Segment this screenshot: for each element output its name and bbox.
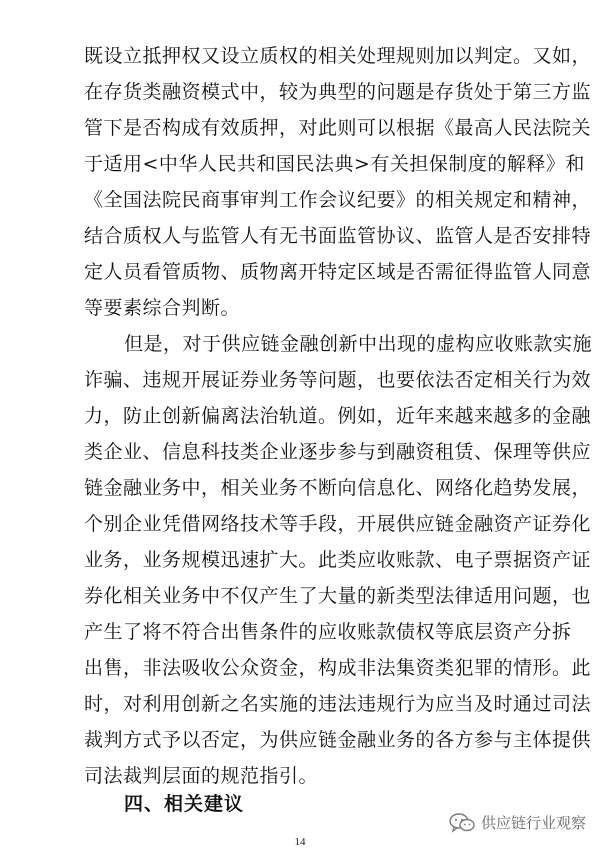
paragraph-line: 力，防止创新偏离法治轨道。例如，近年来越来越多的金融 <box>84 405 592 427</box>
paragraph-line: 在存货类融资模式中，较为典型的问题是存货处于第三方监 <box>84 81 592 103</box>
section-heading: 四、相关建议 <box>124 793 245 815</box>
paragraph-line: 券化相关业务中不仅产生了大量的新类型法律适用问题，也 <box>84 585 592 607</box>
paragraph-line: 定人员看管质物、质物离开特定区域是否需征得监管人同意 <box>84 261 592 283</box>
paragraph-first-line: 但是，对于供应链金融创新中出现的虚构应收账款实施 <box>124 333 593 355</box>
paragraph-line: 业务，业务规模迅速扩大。此类应收账款、电子票据资产证 <box>84 549 592 571</box>
paragraph-line: 个别企业凭借网络技术等手段，开展供应链金融资产证券化 <box>84 513 592 535</box>
paragraph-line: 产生了将不符合出售条件的应收账款债权等底层资产分拆 <box>84 621 572 643</box>
page-number: 14 <box>294 836 306 848</box>
paragraph-line: 类企业、信息科技类企业逐步参与到融资租赁、保理等供应 <box>84 441 592 463</box>
wechat-icon <box>449 813 475 833</box>
paragraph-line: 《全国法院民商事审判工作会议纪要》的相关规定和精神， <box>84 189 592 211</box>
paragraph-line: 诈骗、违规开展证券业务等问题，也要依法否定相关行为效 <box>84 369 592 391</box>
paragraph-line: 等要素综合判断。 <box>84 297 241 319</box>
paragraph-line: 出售，非法吸收公众资金，构成非法集资类犯罪的情形。此 <box>84 657 592 679</box>
paragraph-line: 时，对利用创新之名实施的违法违规行为应当及时通过司法 <box>84 693 592 715</box>
paragraph-line: 链金融业务中，相关业务不断向信息化、网络化趋势发展， <box>84 477 592 499</box>
paragraph-line: 结合质权人与监管人有无书面监管协议、监管人是否安排特 <box>84 225 592 247</box>
paragraph-line: 司法裁判层面的规范指引。 <box>84 765 319 787</box>
paragraph-line: 管下是否构成有效质押，对此则可以根据《最高人民法院关 <box>84 117 592 139</box>
paragraph-line: 既设立抵押权又设立质权的相关处理规则加以判定。又如， <box>84 45 592 67</box>
paragraph-line: 于适用<中华人民共和国民法典>有关担保制度的解释》和 <box>84 153 585 175</box>
watermark <box>449 812 586 833</box>
paragraph-line: 裁判方式予以否定，为供应链金融业务的各方参与主体提供 <box>84 729 592 751</box>
watermark-text: 供应链行业观察 <box>480 814 586 832</box>
